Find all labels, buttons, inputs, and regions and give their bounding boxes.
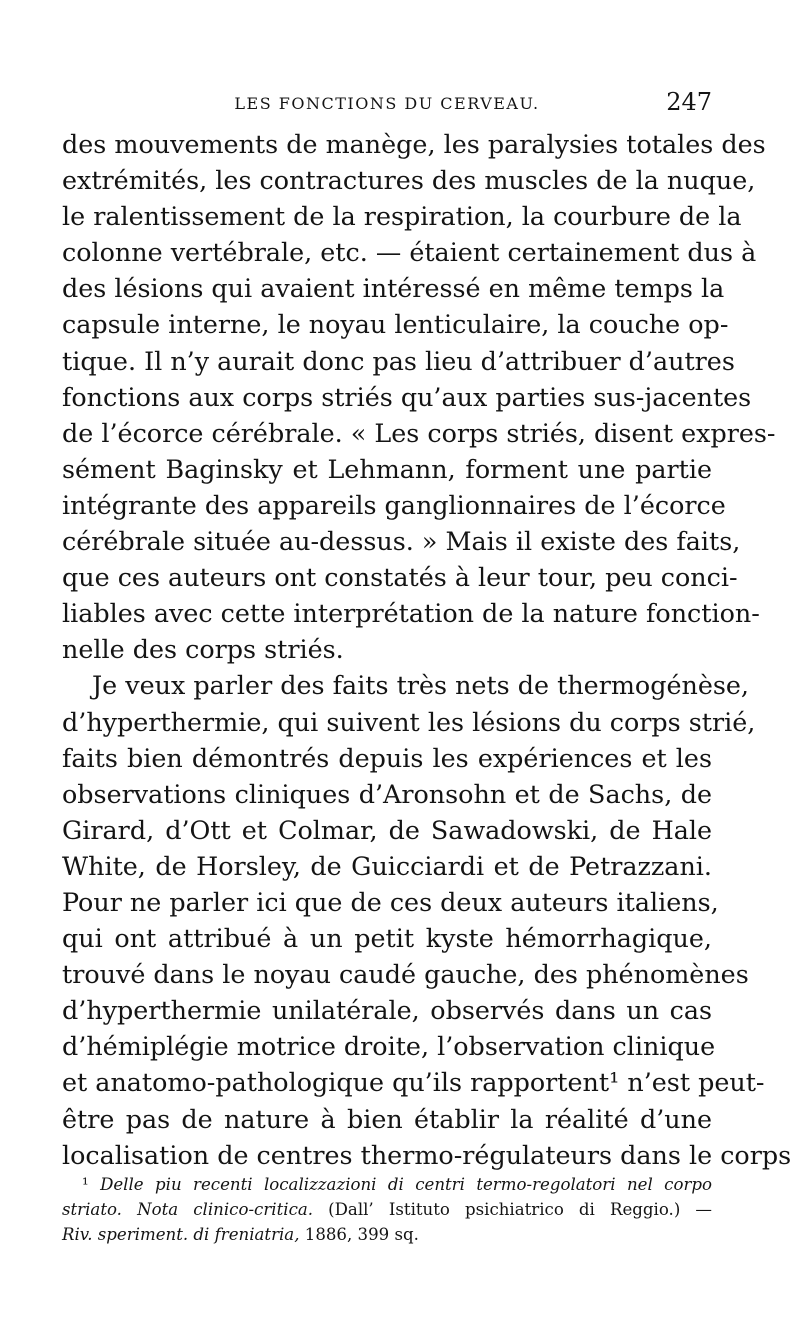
text-line: tique. Il n’y aurait donc pas lieu d’attribuer d’autres	[62, 345, 735, 376]
text-line: trouvé dans le noyau caudé gauche, des phénomènes	[62, 959, 749, 990]
text-line: Pour ne parler ici que de ces deux auteurs italiens,	[62, 886, 719, 917]
text-line: être pas de nature à bien établir la réalité d’une	[62, 1103, 712, 1134]
footnote-text: Delle piu recenti localizzazioni di centri termo-regolatori nel corpo	[100, 1175, 712, 1194]
text-line: observations cliniques d’Aronsohn et de Sachs, de	[62, 778, 712, 809]
text-line: des mouvements de manège, les paralysies totales des	[62, 129, 766, 159]
footnote-text: striato. Nota clinico-critica.	[62, 1200, 314, 1219]
text-line: de l’écorce cérébrale. « Les corps striés, disent expres-	[62, 417, 776, 448]
footnote-line	[62, 1172, 712, 1197]
text-line: Girard, d’Ott et Colmar, de Sawadowski, de Hale	[62, 814, 712, 845]
text-line: faits bien démontrés depuis les expériences et les	[62, 742, 712, 773]
text-line: liables avec cette interprétation de la nature fonction-	[62, 598, 760, 629]
footnote-text: 1886, 399 sq.	[299, 1225, 419, 1244]
text-line: d’hyperthermie, qui suivent les lésions du corps strié,	[62, 706, 756, 737]
text-line: cérébrale située au-dessus. » Mais il existe des faits,	[62, 526, 741, 557]
text-line: nelle des corps striés.	[62, 634, 344, 665]
text-line: et anatomo-pathologique qu’ils rapportent¹ n’est peut-	[62, 1067, 765, 1098]
text-line: intégrante des appareils ganglionnaires de l’écorce	[62, 489, 726, 520]
footnote-marker: ¹	[82, 1175, 89, 1194]
text-line: des lésions qui avaient intéressé en même temps la	[62, 273, 725, 304]
text-line: colonne vertébrale, etc. — étaient certainement dus à	[62, 237, 757, 268]
text-line: fonctions aux corps striés qu’aux parties sus-jacentes	[62, 381, 752, 412]
text-line: Je veux parler des faits très nets de thermogénèse,	[92, 670, 749, 701]
body-text	[62, 126, 792, 1173]
text-line: capsule interne, le noyau lenticulaire, la couche op-	[62, 309, 729, 340]
footnote-line	[62, 1222, 712, 1247]
text-line: extrémités, les contractures des muscles de la nuque,	[62, 165, 756, 196]
footnote-line	[62, 1197, 712, 1222]
running-title: LES FONCTIONS DU CERVEAU.	[234, 94, 540, 113]
text-line: le ralentissement de la respiration, la courbure de la	[62, 201, 742, 232]
footnote-text: (Dall’ Istituto psichiatrico di Reggio.) —	[313, 1200, 713, 1219]
footnote	[62, 1172, 712, 1247]
text-line: White, de Horsley, de Guicciardi et de Petrazzani.	[62, 850, 712, 881]
text-line: d’hyperthermie unilatérale, observés dans un cas	[62, 995, 712, 1026]
footnote-text: Riv. speriment. di freniatria,	[62, 1225, 300, 1244]
text-line: qui ont attribué à un petit kyste hémorrhagique,	[62, 923, 712, 954]
text-line: sément Baginsky et Lehmann, forment une partie	[62, 453, 712, 484]
text-line: que ces auteurs ont constatés à leur tour, peu conci-	[62, 562, 738, 593]
page-number: 247	[666, 88, 712, 116]
text-line: localisation de centres thermo-régulateurs dans le corps	[62, 1139, 792, 1170]
running-header	[62, 88, 712, 122]
text-line: d’hémiplégie motrice droite, l’observation clinique	[62, 1031, 716, 1062]
